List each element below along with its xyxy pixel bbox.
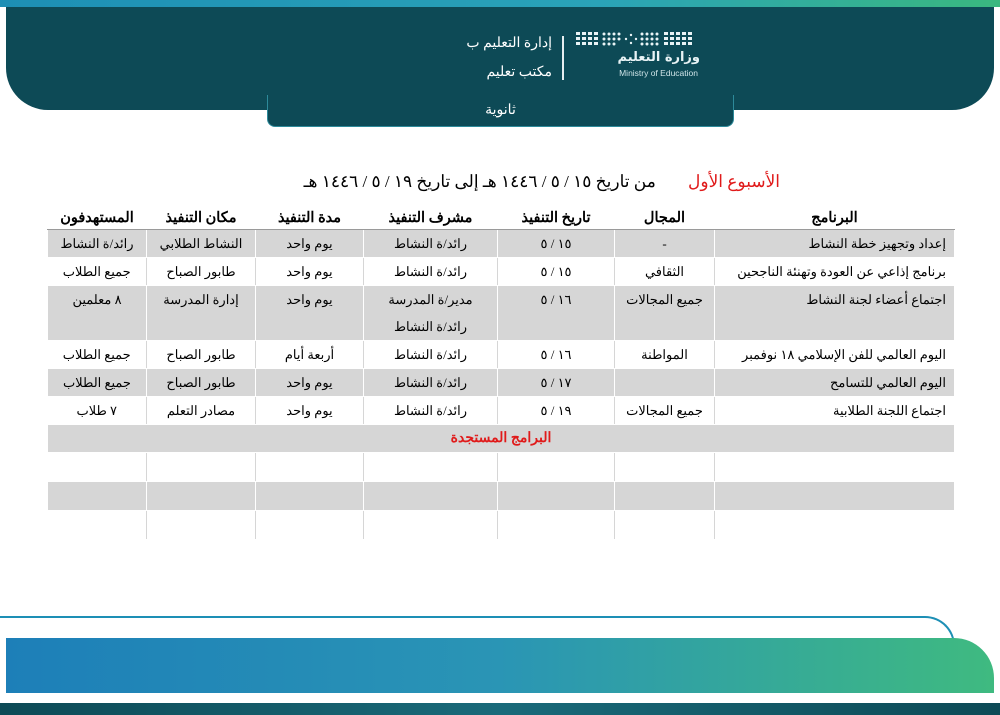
empty-cell [715,511,955,540]
empty-cell [615,482,715,511]
ministry-logo-dots-icon [574,30,700,48]
field-cell: الثقافي [615,258,715,286]
empty-cell [256,482,364,511]
empty-cell [498,482,615,511]
column-header: تاريخ التنفيذ [498,207,615,230]
date-cell: ١٥ / ٥ [498,258,615,286]
empty-cell [147,453,256,482]
header-divider [562,36,564,80]
empty-row [48,453,955,482]
supervisor-cell: رائد/ة النشاط [364,397,498,425]
empty-cell [48,453,147,482]
empty-cell [48,511,147,540]
table-row [48,397,955,425]
new-programs-row [48,425,955,453]
bottom-accent-strip [0,703,1000,715]
supervisor-cell: رائد/ة النشاط [364,369,498,397]
empty-cell [256,511,364,540]
place-cell: مصادر التعلم [147,397,256,425]
duration-cell: يوم واحد [256,397,364,425]
table-header-row [48,207,955,230]
date-range: من تاريخ ١٥ / ٥ / ١٤٤٦ هـ إلى تاريخ ١٩ / ٥ / ١٤٤٦ هـ [303,172,656,191]
target-cell: رائد/ة النشاط [48,230,147,258]
supervisor-line: رائد/ة النشاط [393,319,468,334]
empty-cell [256,453,364,482]
table-row [48,258,955,286]
empty-cell [615,453,715,482]
field-cell: - [615,230,715,258]
table-row [48,341,955,369]
supervisor-cell: رائد/ة النشاط [364,341,498,369]
column-header: المستهدفون [48,207,147,230]
duration-cell: يوم واحد [256,258,364,286]
program-cell: إعداد وتجهيز خطة النشاط [715,230,955,258]
ministry-name-english: Ministry of Education [619,68,698,78]
program-cell: اليوم العالمي للتسامح [715,369,955,397]
footer-band [6,638,994,693]
date-cell: ١٥ / ٥ [498,230,615,258]
target-cell: ٨ معلمين [48,286,147,341]
column-header: البرنامج [715,207,955,230]
education-office: مكتب تعليم [486,65,552,80]
field-cell [615,369,715,397]
empty-cell [715,482,955,511]
empty-row [48,511,955,540]
supervisor-line: مدير/ة المدرسة [388,292,473,307]
target-cell: ٧ طلاب [48,397,147,425]
top-accent-strip [0,0,1000,7]
column-header: مكان التنفيذ [147,207,256,230]
program-cell: اجتماع أعضاء لجنة النشاط [715,286,955,341]
date-cell: ١٩ / ٥ [498,397,615,425]
empty-cell [364,482,498,511]
date-cell: ١٦ / ٥ [498,341,615,369]
column-header: مشرف التنفيذ [364,207,498,230]
empty-cell [715,453,955,482]
empty-cell [364,511,498,540]
ministry-name-arabic: وزارة التعليم [617,50,700,65]
activity-plan-table [47,207,955,540]
empty-cell [48,482,147,511]
duration-cell: يوم واحد [256,369,364,397]
place-cell: إدارة المدرسة [147,286,256,341]
program-cell: اجتماع اللجنة الطلابية [715,397,955,425]
place-cell: طابور الصباح [147,369,256,397]
table-row [48,286,955,341]
empty-cell [147,511,256,540]
date-cell: ١٦ / ٥ [498,286,615,341]
empty-cell [364,453,498,482]
duration-cell: يوم واحد [256,286,364,341]
target-cell: جميع الطلاب [48,369,147,397]
duration-cell: أربعة أيام [256,341,364,369]
supervisor-cell: رائد/ة النشاط [364,258,498,286]
week-label: الأسبوع الأول [688,172,780,191]
week-title [100,172,780,200]
table-row [48,369,955,397]
empty-cell [615,511,715,540]
supervisor-cell: رائد/ة النشاط [364,230,498,258]
empty-row [48,482,955,511]
duration-cell: يوم واحد [256,230,364,258]
target-cell: جميع الطلاب [48,258,147,286]
program-cell: برنامج إذاعي عن العودة وتهنئة الناجحين [715,258,955,286]
place-cell: النشاط الطلابي [147,230,256,258]
empty-cell [147,482,256,511]
supervisor-cell [364,286,498,341]
place-cell: طابور الصباح [147,341,256,369]
school-type-tab: ثانوية [267,95,734,127]
ministry-logo [574,30,704,80]
target-cell: جميع الطلاب [48,341,147,369]
field-cell: جميع المجالات [615,286,715,341]
education-administration: إدارة التعليم ب [466,36,552,51]
field-cell: جميع المجالات [615,397,715,425]
program-cell: اليوم العالمي للفن الإسلامي ١٨ نوفمبر [715,341,955,369]
new-programs-label: البرامج المستجدة [48,425,955,453]
column-header: مدة التنفيذ [256,207,364,230]
empty-cell [498,453,615,482]
date-cell: ١٧ / ٥ [498,369,615,397]
table-row [48,230,955,258]
place-cell: طابور الصباح [147,258,256,286]
empty-cell [498,511,615,540]
column-header: المجال [615,207,715,230]
field-cell: المواطنة [615,341,715,369]
